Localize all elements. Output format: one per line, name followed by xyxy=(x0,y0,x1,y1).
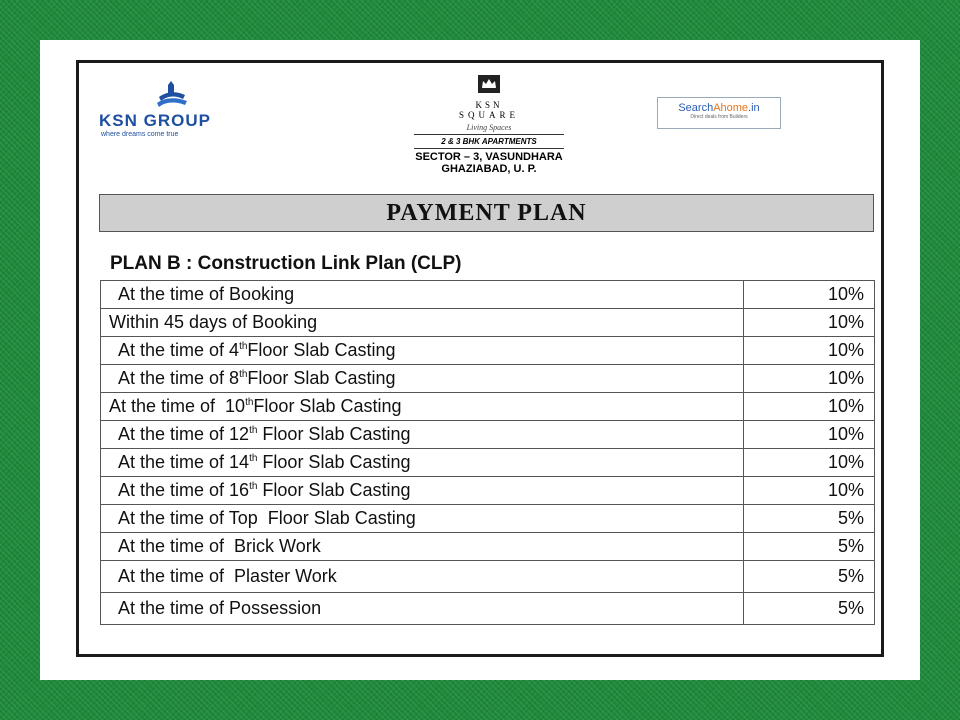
project-brand-line1: KSN xyxy=(475,100,503,110)
project-brand-line2: SQUARE xyxy=(458,110,519,120)
payment-plan-table xyxy=(100,280,875,625)
percent-cell: 10% xyxy=(744,421,875,449)
brochure-frame xyxy=(76,60,884,657)
header-divider xyxy=(414,148,564,149)
ksn-building-icon xyxy=(153,81,189,113)
percent-cell: 5% xyxy=(744,505,875,533)
table-row xyxy=(101,449,875,477)
ksn-group-tagline: where dreams come true xyxy=(101,131,179,138)
stage-cell: At the time of 10thFloor Slab Casting xyxy=(101,393,744,421)
percent-cell: 10% xyxy=(744,337,875,365)
searchahome-tagline: Direct deals from Builders xyxy=(690,114,748,120)
table-row xyxy=(101,393,875,421)
stage-cell: At the time of Booking xyxy=(101,281,744,309)
table-row xyxy=(101,337,875,365)
table-row xyxy=(101,593,875,625)
percent-cell: 5% xyxy=(744,533,875,561)
plan-title: PLAN B : Construction Link Plan (CLP) xyxy=(110,253,462,274)
stage-cell: Within 45 days of Booking xyxy=(101,309,744,337)
table-row xyxy=(101,533,875,561)
stage-cell: At the time of Possession xyxy=(101,593,744,625)
table-row xyxy=(101,365,875,393)
stage-cell: At the time of 16th Floor Slab Casting xyxy=(101,477,744,505)
table-row xyxy=(101,505,875,533)
table-row xyxy=(101,421,875,449)
percent-cell: 10% xyxy=(744,477,875,505)
stage-cell: At the time of 4thFloor Slab Casting xyxy=(101,337,744,365)
stage-cell: At the time of Plaster Work xyxy=(101,561,744,593)
table-row xyxy=(101,309,875,337)
percent-cell: 10% xyxy=(744,365,875,393)
percent-cell: 5% xyxy=(744,593,875,625)
crown-icon xyxy=(478,75,500,93)
percent-cell: 10% xyxy=(744,449,875,477)
project-brand-tagline: Living Spaces xyxy=(466,123,512,132)
stage-cell: At the time of 8thFloor Slab Casting xyxy=(101,365,744,393)
percent-cell: 10% xyxy=(744,309,875,337)
header-divider xyxy=(414,134,564,135)
percent-cell: 10% xyxy=(744,281,875,309)
project-header xyxy=(369,75,609,175)
payment-plan-banner: PAYMENT PLAN xyxy=(99,194,874,232)
table-row xyxy=(101,477,875,505)
slide xyxy=(40,40,920,680)
percent-cell: 10% xyxy=(744,393,875,421)
stage-cell: At the time of Brick Work xyxy=(101,533,744,561)
table-row xyxy=(101,281,875,309)
stage-cell: At the time of 12th Floor Slab Casting xyxy=(101,421,744,449)
ksn-group-name: KSN GROUP xyxy=(99,111,211,130)
project-sector: SECTOR – 3, VASUNDHARA xyxy=(415,151,563,163)
stage-cell: At the time of 14th Floor Slab Casting xyxy=(101,449,744,477)
table-row xyxy=(101,561,875,593)
apartment-type: 2 & 3 BHK APARTMENTS xyxy=(441,137,537,146)
searchahome-logo xyxy=(657,97,781,129)
project-city: GHAZIABAD, U. P. xyxy=(441,163,537,175)
ksn-group-logo xyxy=(99,81,249,141)
searchahome-name: SearchAhome.in xyxy=(678,102,760,114)
percent-cell: 5% xyxy=(744,561,875,593)
stage-cell: At the time of Top Floor Slab Casting xyxy=(101,505,744,533)
